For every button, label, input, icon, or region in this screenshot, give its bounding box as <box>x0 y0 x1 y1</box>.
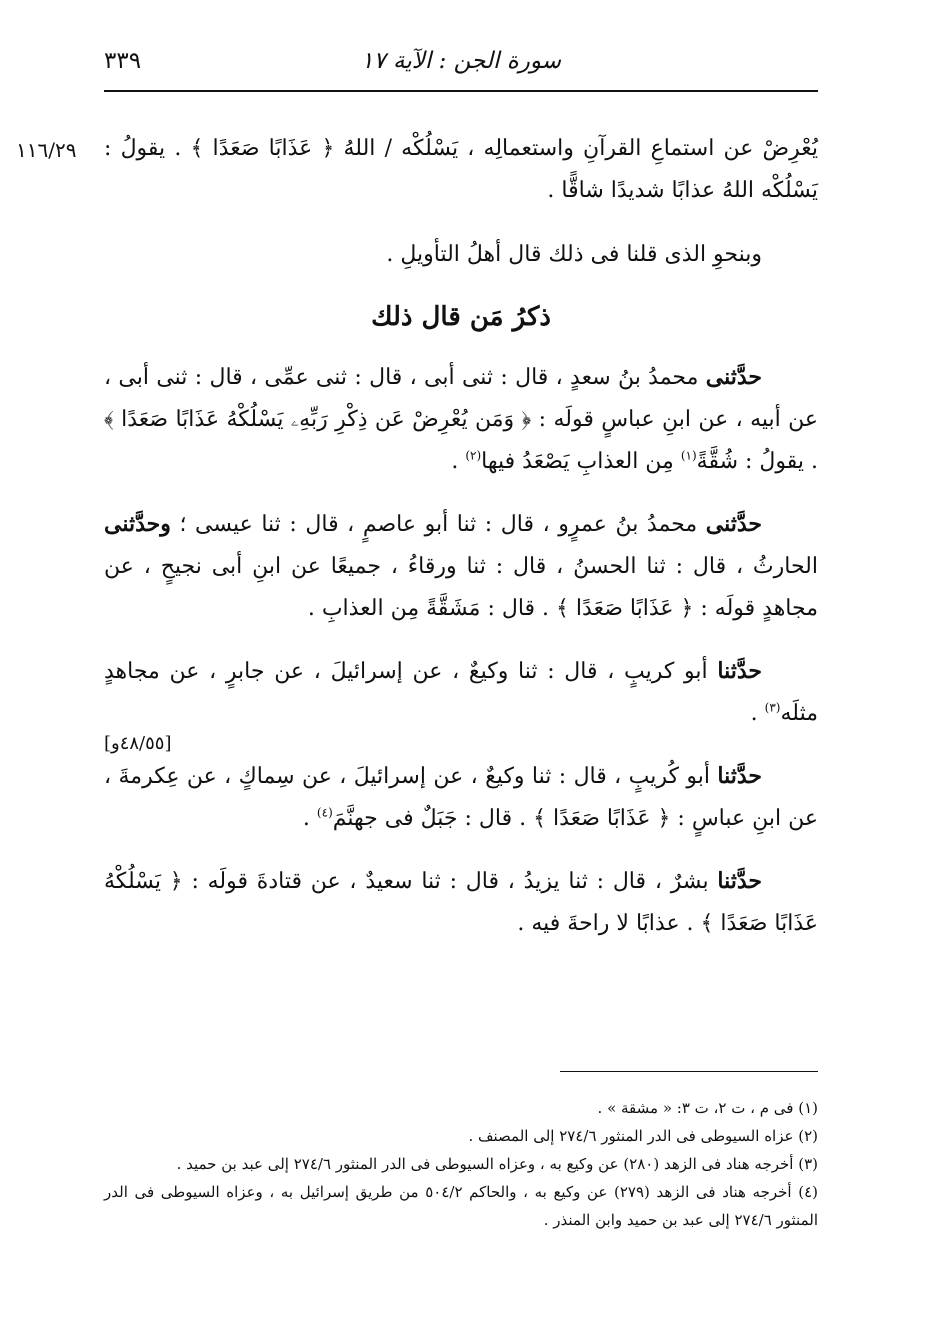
margin-volume-reference: ١١٦/٢٩ <box>16 138 77 162</box>
isnad-lead-2: وحدَّثنى <box>104 511 171 537</box>
running-title: سورة الجن : الآية ١٧ <box>360 48 561 74</box>
manuscript-folio-reference: [٤٨/٥٥و] <box>104 733 172 754</box>
paragraph-ahl-tawil: وبنحوِ الذى قلنا فى ذلك قال أهلُ التأويلِ . <box>386 242 762 267</box>
hadith-paragraph-1 <box>104 356 818 483</box>
hadith-text: أبو كُريبٍ ، قال : ثنا وكيعٌ ، عن إسرائيلَ ، عن سِماكٍ ، عن عِكرمةَ ، عن ابنِ عباسٍ : ﴿ عَذَابًا صَعَدًا ﴾ . قال : جَبَلٌ فى جهنَّمَ <box>104 764 818 831</box>
paragraph-continuation: يُعْرِضْ عن استماعِ القرآنِ واستعمالِه ، يَسْلُكْه / اللهُ ﴿ عَذَابًا صَعَدًا ﴾ . يقولُ : يَسْلُكْه اللهُ عذابًا شديدًا شاقًّا . <box>104 136 818 203</box>
isnad-lead: حدَّثنا <box>717 868 763 894</box>
hadith-text: مِن العذابِ يَصْعَدُ فيها <box>481 449 681 474</box>
hadith-text: . <box>451 449 466 474</box>
footnote-marker-1: (١) <box>680 448 697 463</box>
footnote-separator <box>560 1071 818 1072</box>
footnote-marker-2: (٢) <box>465 448 482 463</box>
hadith-text: محمدُ بنُ سعدٍ ، قال : ثنى أبى ، قال : ثنى عمِّى ، قال : ثنى أبى ، عن أبيه ، عن ابنِ عباسٍ قولَه : ﴿ وَمَن يُعْرِضْ عَن ذِكْرِ رَبِّهِۦ يَسْلُكْهُ عَذَابًا صَعَدًا ﴾ . يقولُ : شُقَّةً <box>104 365 818 474</box>
footnote-3: (٣) أخرجه هناد فى الزهد (٢٨٠) عن وكيع به ، وعزاه السيوطى فى الدر المنثور ٢٧٤/٦ إلى عبد بن حميد . <box>176 1155 818 1173</box>
hadith-text: بشرٌ ، قال : ثنا يزيدُ ، قال : ثنا سعيدٌ ، عن قتادةَ قولَه : ﴿ يَسْلُكْهُ عَذَابًا صَعَدًا ﴾ . عذابًا لا راحةَ فيه . <box>104 869 818 936</box>
section-heading: ذكرُ مَن قال ذلك <box>371 302 551 332</box>
hadith-text: أبو كريبٍ ، قال : ثنا وكيعٌ ، عن إسرائيلَ ، عن جابرٍ ، عن مجاهدٍ مثلَه <box>104 659 818 726</box>
footnotes <box>104 1094 818 1234</box>
footnote-1: (١) فى م ، ت ٢، ت ٣: « مشقة » . <box>597 1099 818 1117</box>
footnote-2: (٢) عزاه السيوطى فى الدر المنثور ٢٧٤/٦ إلى المصنف . <box>468 1127 818 1145</box>
footnote-4: (٤) أخرجه هناد فى الزهد (٢٧٩) عن وكيع به ، والحاكم ٥٠٤/٢ من طريق إسرائيل به ، وعزاه السيوطى فى الدر المنثور ٢٧٤/٦ إلى عبد بن حميد وابن المنذر . <box>104 1183 818 1229</box>
page-number: ٣٣٩ <box>104 48 142 74</box>
hadith-paragraph-2 <box>104 503 818 630</box>
hadith-text: . <box>302 806 317 831</box>
footnote-marker-4: (٤) <box>316 805 333 820</box>
page-header <box>104 48 818 92</box>
hadith-text: الحارثُ ، قال : ثنا الحسنُ ، قال : ثنا ورقاءُ ، جميعًا عن ابنِ أبى نجيحٍ ، عن مجاهدٍ قولَه : ﴿ عَذَابًا صَعَدًا ﴾ . قال : مَشَقَّةً مِن العذابِ . <box>104 554 818 621</box>
hadith-text: محمدُ بنُ عمرٍو ، قال : ثنا أبو عاصمٍ ، قال : ثنا عيسى ؛ <box>170 512 706 537</box>
main-text <box>104 128 818 965</box>
isnad-lead: حدَّثنا <box>717 658 762 684</box>
isnad-lead: حدَّثنى <box>705 364 762 390</box>
isnad-lead: حدَّثنى <box>705 511 762 537</box>
hadith-text: . <box>750 701 765 726</box>
isnad-lead: حدَّثنا <box>717 763 762 789</box>
footnote-marker-3: (٣) <box>764 700 781 715</box>
hadith-paragraph-5 <box>104 860 818 945</box>
hadith-paragraph-4 <box>104 755 818 840</box>
hadith-paragraph-3 <box>104 650 818 735</box>
